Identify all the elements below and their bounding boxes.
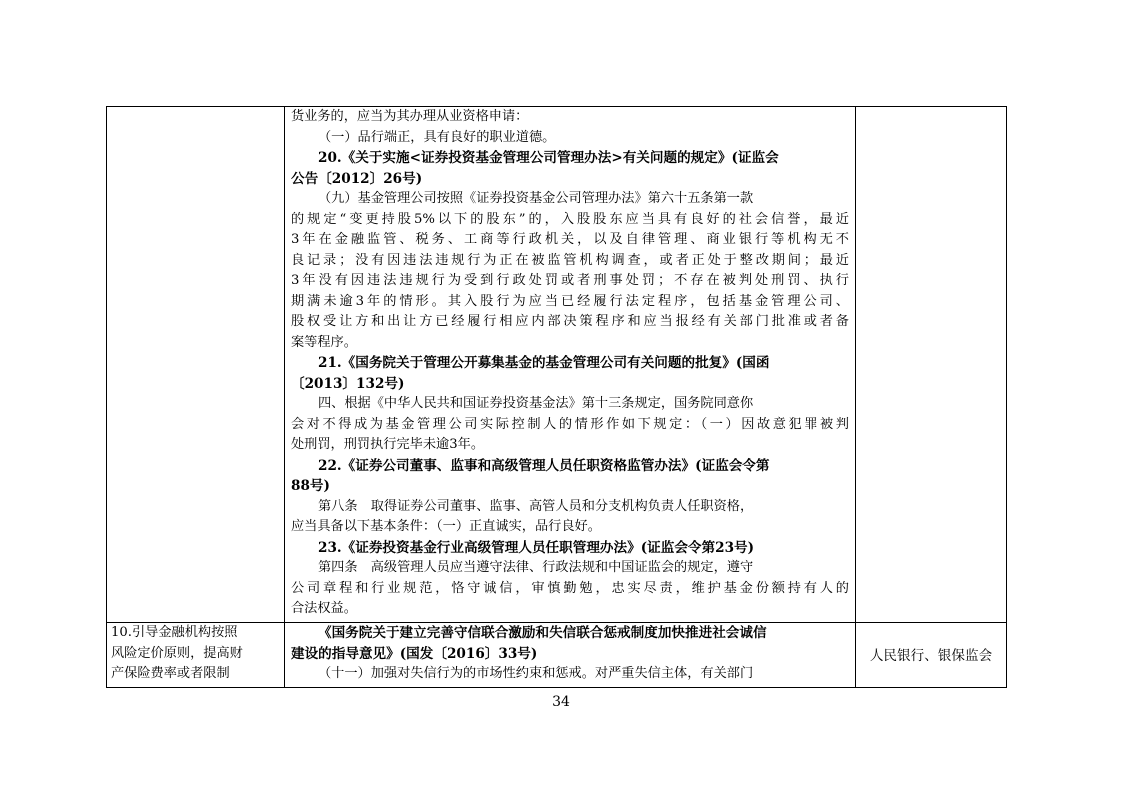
- text-line: （一）品行端正，具有良好的职业道德。: [318, 129, 556, 145]
- regulation-title-line: 23.《证券投资基金行业高级管理人员任职管理办法》(证监会令第23号): [318, 539, 755, 556]
- text-line: 案等程序。: [291, 334, 357, 350]
- text-line: 合法权益。: [291, 601, 357, 616]
- agency-cell: [856, 623, 1007, 688]
- agency-cell-empty: [856, 107, 1007, 623]
- regulation-title-line: 22.《证券公司董事、监事和高级管理人员任职资格监管办法》(证监会令第: [318, 457, 770, 474]
- regulation-title-line: 〔2013〕132号): [291, 375, 405, 392]
- regulation-title-line: 88号): [291, 478, 330, 494]
- basis-text: [285, 623, 855, 685]
- table-row: [107, 107, 1007, 623]
- text-line: 3年在金融监管、税务、工商等行政机关，以及自律管理、商业银行等机构无不: [291, 232, 849, 247]
- regulation-title-line: 21.《国务院关于管理公开募集基金的基金管理公司有关问题的批复》(国函: [318, 355, 770, 371]
- text-line: （九）基金管理公司按照《证券投资基金公司管理办法》第六十五条第一款: [318, 191, 754, 206]
- document-table: [106, 106, 1007, 688]
- text-line: 期满未逾3年的情形。其入股行为应当已经履行法定程序，包括基金管理公司、: [291, 293, 849, 309]
- text-line: 处刑罚，刑罚执行完毕未逾3年。: [291, 437, 485, 452]
- text-line: 第八条 取得证券公司董事、监事、高管人员和分支机构负责人任职资格，: [318, 498, 754, 514]
- regulation-title-line: 《国务院关于建立完善守信联合激励和失信联合惩戒制度加快推进社会诚信: [318, 625, 767, 641]
- text-line: 应当具备以下基本条件：（一）正直诚实，品行良好。: [291, 519, 601, 534]
- measure-cell-empty: [107, 107, 285, 623]
- measure-cell: [107, 623, 285, 688]
- basis-text: [285, 107, 855, 620]
- text-line: 货业务的，应当为其办理从业资格申请：: [291, 109, 529, 124]
- measure-line: 产保险费率或者限制: [111, 666, 230, 681]
- text-line: 四、根据《中华人民共和国证券投资基金法》第十三条规定，国务院同意你: [318, 396, 754, 411]
- text-line: 的规定“变更持股5%以下的股东”的，入股股东应当具有良好的社会信誉，最近: [291, 211, 849, 227]
- measure-line: 风险定价原则，提高财: [111, 645, 243, 661]
- text-line: 第四条 高级管理人员应当遵守法律、行政法规和中国证监会的规定，遵守: [318, 560, 754, 575]
- measure-line: 10.引导金融机构按照: [111, 625, 238, 640]
- text-line: 股权受让方和出让方已经履行相应内部决策程序和应当报经有关部门批准或者备: [291, 314, 849, 329]
- basis-cell: [285, 623, 856, 688]
- text-line: 公司章程和行业规范，恪守诚信，审慎勤勉，忠实尽责，维护基金份额持有人的: [291, 580, 849, 596]
- table-row: [107, 623, 1007, 688]
- text-line: 良记录；没有因违法违规行为正在被监管机构调查，或者正处于整改期间；最近: [291, 252, 849, 268]
- text-line: 3年没有因违法违规行为受到行政处罚或者刑事处罚；不存在被判处刑罚、执行: [291, 273, 849, 288]
- agency-text: 人民银行、银保监会: [869, 647, 993, 664]
- text-line: （十一）加强对失信行为的市场性约束和惩戒。对严重失信主体，有关部门: [318, 666, 754, 681]
- page-number: 34: [552, 694, 570, 710]
- basis-cell: [285, 107, 856, 623]
- regulation-title-line: 公告〔2012〕26号): [291, 170, 423, 187]
- regulation-title-line: 建设的指导意见》(国发〔2016〕33号): [291, 645, 538, 662]
- text-line: 会对不得成为基金管理公司实际控制人的情形作如下规定：（一）因故意犯罪被判: [291, 416, 849, 432]
- regulation-title-line: 20.《关于实施<证券投资基金管理公司管理办法>有关问题的规定》(证监会: [318, 150, 779, 166]
